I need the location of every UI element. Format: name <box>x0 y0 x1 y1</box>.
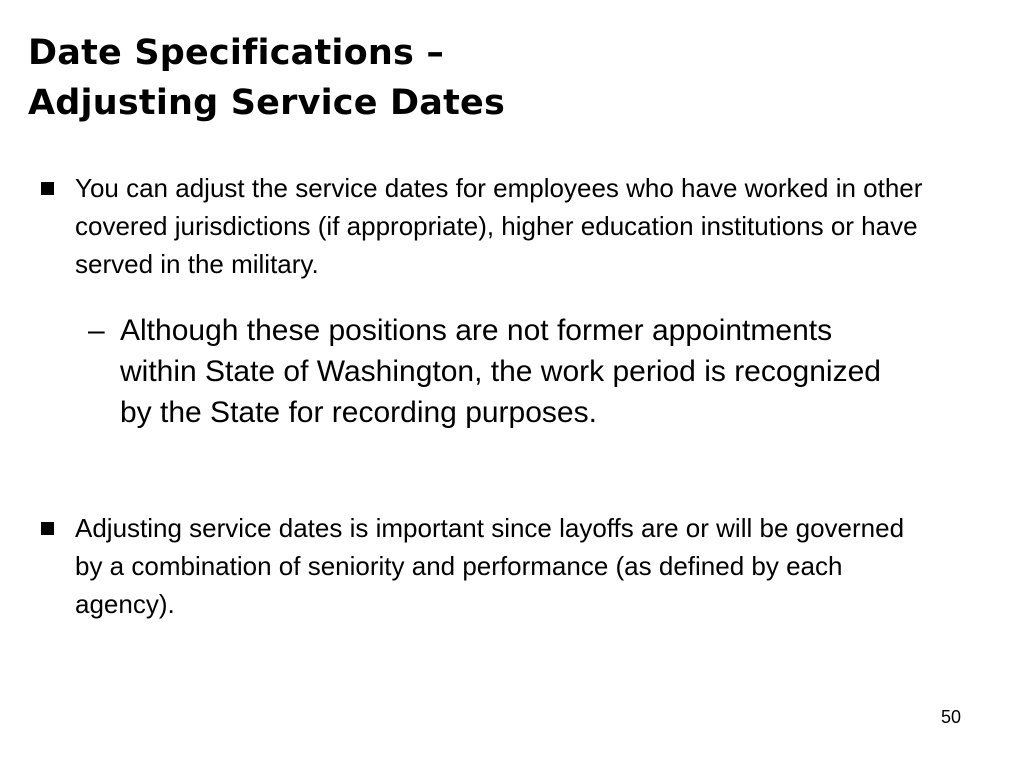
slide-title-line-2: Adjusting Service Dates <box>28 83 506 123</box>
slide-title <box>28 28 505 128</box>
square-bullet-icon <box>41 522 54 535</box>
dash-bullet-icon: – <box>88 314 105 347</box>
sub-bullet-text: Although these positions are not former appointments within State of Washington, the work period is recognized by the State for recording purposes. <box>120 314 881 429</box>
square-bullet-icon <box>41 182 54 195</box>
bullet-text: You can adjust the service dates for employees who have worked in other covered jurisdictions (if appropriate), higher education institutions or have served in the military. <box>75 173 923 279</box>
page-number: 50 <box>940 707 962 727</box>
bullet-text: Adjusting service dates is important since layoffs are or will be governed by a combination of seniority and performance (as defined by each agency). <box>75 513 905 619</box>
slide-title-line-1: Date Specifications – <box>28 33 445 73</box>
